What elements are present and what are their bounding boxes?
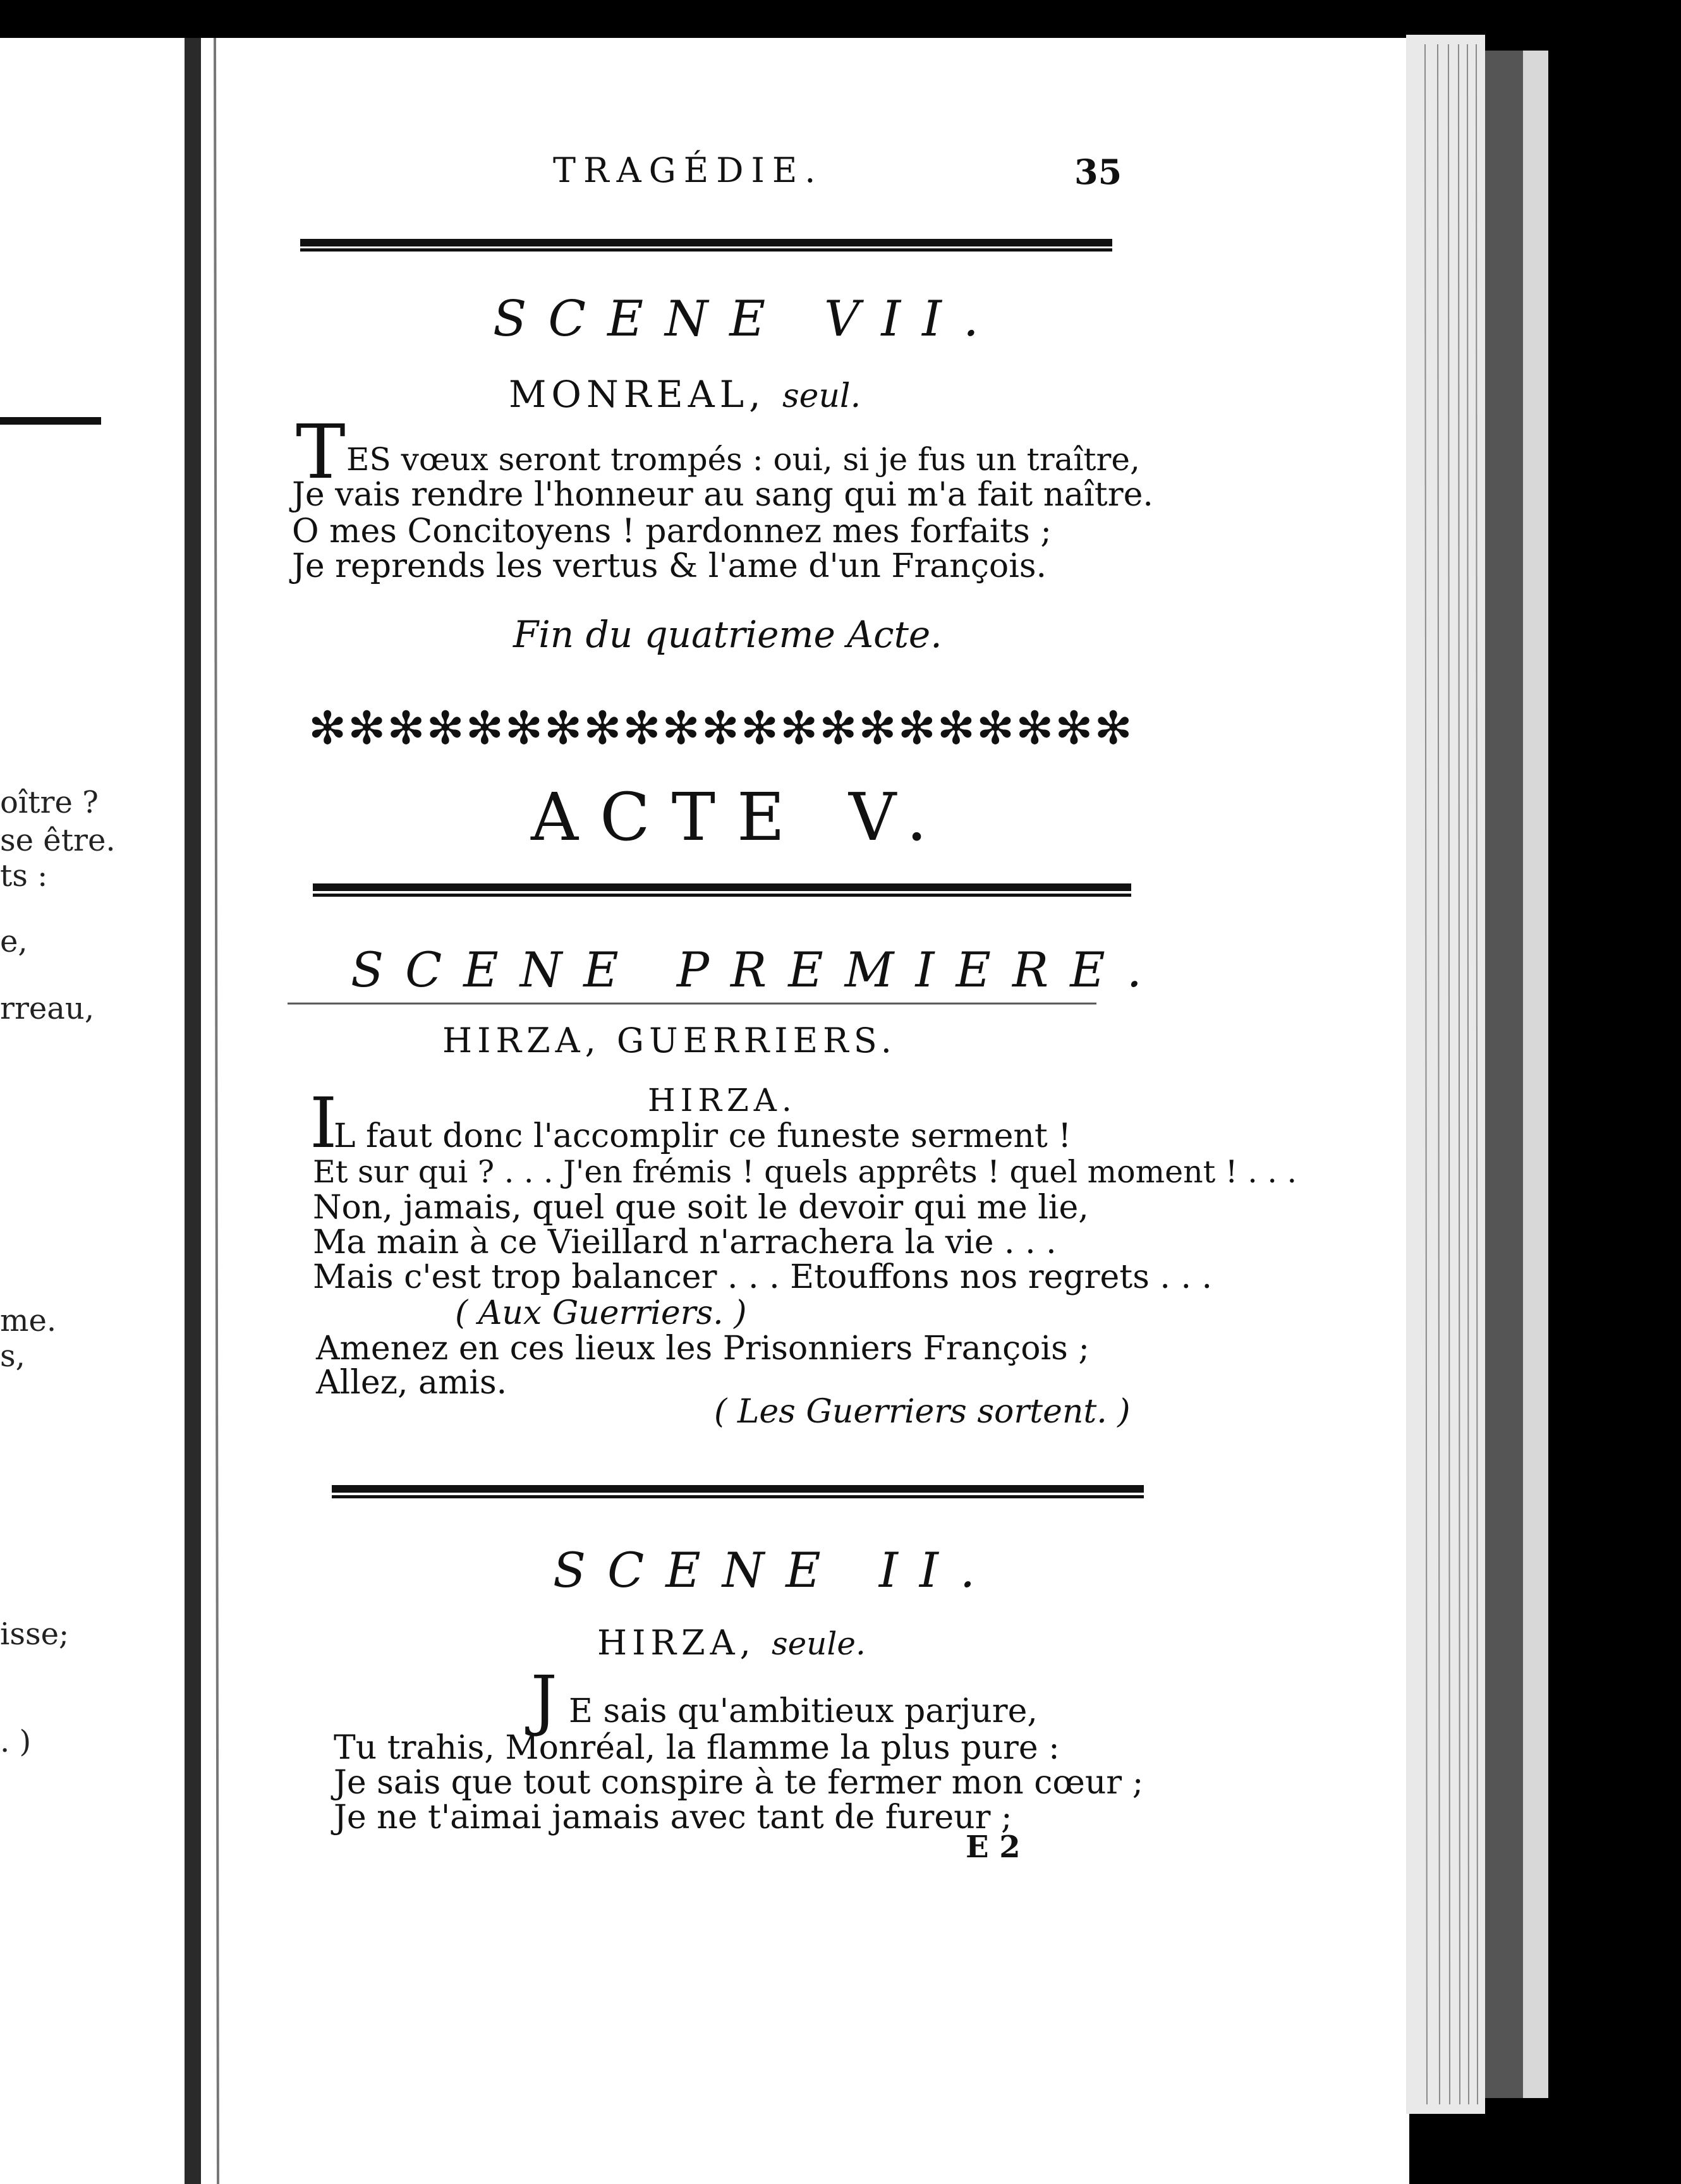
verse-line: Je ne t'aimai jamais avec tant de fureur ; [334, 1799, 1012, 1836]
ornament-glyph-icon: ✻ [622, 701, 658, 755]
ornament-glyph-icon: ✻ [1016, 701, 1052, 755]
left-fragment: e, [0, 924, 28, 959]
rule-under-acte [313, 883, 1131, 897]
verse-line: L faut donc l'accomplir ce funeste serment ! [334, 1117, 1072, 1155]
verse-line: Mais c'est trop balancer . . . Etouffons nos regrets . . . [313, 1258, 1213, 1296]
verse-line: Ma main à ce Vieillard n'arrachera la vie . . . [313, 1223, 1057, 1261]
drop-cap: I [310, 1083, 337, 1163]
book-edge-highlight [1523, 51, 1548, 2098]
act-5-title: ACTE V. [531, 779, 949, 856]
signature-mark: E 2 [966, 1829, 1021, 1865]
ornament-glyph-icon: ✻ [701, 701, 737, 755]
ornament-glyph-icon: ✻ [937, 701, 973, 755]
scene-7-title: SCENE VII. [493, 291, 1000, 348]
ornament-glyph-icon: ✻ [976, 701, 1012, 755]
scene-7-speaker [509, 373, 861, 416]
left-fragment: se être. [0, 823, 116, 858]
book-fore-edge [1406, 35, 1485, 2114]
verse-line: Et sur qui ? . . . J'en frémis ! quels apprêts ! quel moment ! . . . [313, 1154, 1297, 1190]
ornament-glyph-icon: ✻ [858, 701, 894, 755]
ornament-glyph-icon: ✻ [426, 701, 462, 755]
verse-line: Tu trahis, Monréal, la flamme la plus pure : [334, 1729, 1060, 1767]
ornament-glyph-icon: ✻ [465, 701, 502, 755]
rule-before-scene2 [332, 1485, 1144, 1498]
ornament-glyph-icon: ✻ [662, 701, 698, 755]
book-gutter [185, 38, 201, 2184]
ornament-glyph-icon: ✻ [583, 701, 619, 755]
act-end-note: Fin du quatrieme Acte. [513, 613, 942, 656]
speaker-name: MONREAL, [509, 373, 766, 416]
speaker-note: seule. [771, 1625, 866, 1662]
drop-cap: J [531, 1661, 557, 1738]
scene-1-title: SCENE PREMIERE. [351, 942, 1163, 998]
page-number: 35 [1074, 152, 1122, 192]
left-fragment: . ) [0, 1724, 32, 1759]
gutter-shadow [215, 38, 218, 2184]
scene-1-speaker: HIRZA. [648, 1082, 797, 1119]
verse-line: Je reprends les vertus & l'ame d'un François. [292, 547, 1047, 585]
verse-line: Allez, amis. [316, 1364, 507, 1402]
scene-2-speaker [597, 1623, 866, 1663]
left-fragment: me. [0, 1303, 57, 1338]
ornament-glyph-icon: ✻ [740, 701, 777, 755]
scene-2-title: SCENE II. [553, 1542, 997, 1598]
left-fragment: ts : [0, 858, 48, 894]
speaker-note: seul. [782, 377, 861, 415]
left-fragment: rreau, [0, 991, 95, 1026]
running-title: TRAGÉDIE. [553, 150, 823, 190]
ornament-glyph-icon: ✻ [504, 701, 541, 755]
scene-1-cast: HIRZA, GUERRIERS. [442, 1021, 897, 1060]
stage-direction: ( Les Guerriers sortent. ) [714, 1393, 1131, 1431]
book-edge-shadow [1485, 51, 1523, 2098]
ornament-glyph-icon: ✻ [308, 701, 344, 755]
speaker-name: HIRZA, [597, 1623, 756, 1663]
verse-line: Je sais que tout conspire à te fermer mon cœur ; [334, 1764, 1144, 1802]
left-fragment: s, [0, 1338, 25, 1374]
drop-cap: T [296, 408, 346, 495]
ornament-glyph-icon: ✻ [780, 701, 816, 755]
ornament-glyph-icon: ✻ [544, 701, 580, 755]
ornament-glyph-icon: ✻ [1055, 701, 1091, 755]
verse-line: Amenez en ces lieux les Prisonniers François ; [316, 1330, 1089, 1368]
verse-line: Je vais rendre l'honneur au sang qui m'a fait naître. [292, 476, 1153, 514]
verse-line: Non, jamais, quel que soit le devoir qui me lie, [313, 1189, 1089, 1227]
verse-line: O mes Concitoyens ! pardonnez mes forfaits ; [292, 513, 1052, 550]
stage-direction: ( Aux Guerriers. ) [455, 1294, 747, 1332]
ornament-glyph-icon: ✻ [819, 701, 855, 755]
rule-under-header [300, 239, 1112, 252]
ornament-glyph-icon: ✻ [1094, 701, 1130, 755]
verse-line: E sais qu'ambitieux parjure, [569, 1692, 1038, 1730]
left-page-rule [0, 417, 101, 425]
ornament-glyph-icon: ✻ [348, 701, 384, 755]
ornament-glyph-icon: ✻ [897, 701, 933, 755]
ornament-band [308, 701, 1130, 755]
left-fragment: isse; [0, 1617, 70, 1652]
left-fragment: oître ? [0, 785, 99, 820]
ornament-glyph-icon: ✻ [387, 701, 423, 755]
verse-line: ES vœux seront trompés : oui, si je fus un traître, [346, 441, 1140, 478]
